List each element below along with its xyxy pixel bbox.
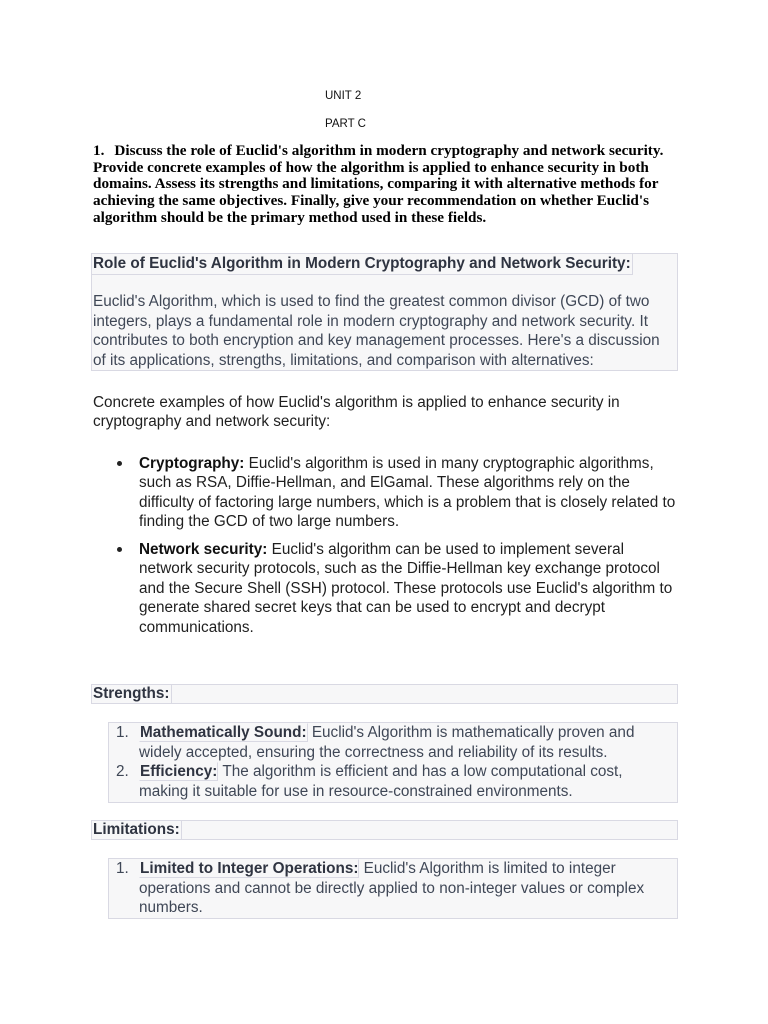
example-text-cryptography: Euclid's algorithm is used in many cryptographic algorithms, such as RSA, Diffie-Hellman, and ElGamal. These algorithms rely on the difficulty of factoring large numbers, which is a problem that is closely related to finding the GCD of two large numbers.: [139, 454, 676, 531]
question-number: 1.: [93, 142, 105, 159]
strength-label: Mathematically Sound:: [140, 724, 307, 742]
part-label: PART C: [325, 118, 366, 130]
list-number: 2.: [116, 763, 129, 781]
role-section-heading: Role of Euclid's Algorithm in Modern Cryptography and Network Security:: [92, 254, 633, 275]
strengths-heading: Strengths:: [93, 685, 170, 703]
limitations-heading-bar: [91, 820, 678, 840]
limitations-list: [108, 858, 678, 919]
example-label-network-security: Network security:: [139, 540, 268, 558]
list-item: [91, 540, 677, 638]
strength-item: [116, 762, 660, 801]
list-number: 1.: [116, 724, 129, 742]
question-paragraph: [93, 143, 683, 227]
list-number: 1.: [116, 859, 129, 877]
limitations-heading: Limitations:: [93, 820, 180, 838]
limitation-item: [116, 859, 660, 918]
strength-item: [116, 723, 660, 762]
example-label-cryptography: Cryptography:: [139, 454, 245, 472]
bullet-icon: [117, 547, 122, 552]
role-section-intro: Euclid's Algorithm, which is used to find the greatest common divisor (GCD) of two integers, plays a fundamental role in modern cryptography and network security. It contributes to both encryption and key management processes. Here's a discussion of its applications, strengths, limitations, and comparison with alternatives:: [93, 293, 660, 369]
strength-label: Efficiency:: [140, 763, 218, 781]
limitation-label: Limited to Integer Operations:: [140, 859, 359, 877]
strength-text: The algorithm is efficient and has a low computational cost, making it suitable for use in resource-constrained environments.: [139, 763, 623, 801]
question-text: Discuss the role of Euclid's algorithm in modern cryptography and network security. Provide concrete examples of how the algorithm is applied to enhance security in both domains. Assess its strengths and limitations, comparing it with alternative methods for achieving the same objectives. Finally, give your recommendation on whether Euclid's algorithm should be the primary method used in these fields.: [93, 142, 664, 226]
examples-list: [91, 454, 678, 638]
document-body: [91, 143, 678, 919]
limitation-text: Euclid's Algorithm is limited to integer operations and cannot be directly applied to non-integer values or complex numbers.: [139, 859, 645, 917]
bullet-icon: [117, 461, 122, 466]
unit-label: UNIT 2: [325, 90, 362, 102]
examples-intro: Concrete examples of how Euclid's algorithm is applied to enhance security in cryptography and network security:: [93, 393, 620, 431]
example-text-network-security: Euclid's algorithm can be used to implement several network security protocols, such as the Diffie-Hellman key exchange protocol and the Secure Shell (SSH) protocol. These protocols use Euclid's algorithm to generate shared secret keys that can be used to encrypt and decrypt communications.: [139, 540, 673, 636]
strength-text: Euclid's Algorithm is mathematically proven and widely accepted, ensuring the correctness and reliability of its results.: [139, 724, 635, 761]
list-item: [91, 454, 677, 532]
strengths-list: [108, 722, 678, 803]
strengths-heading-bar: [91, 684, 678, 704]
role-section-box: [91, 253, 678, 371]
